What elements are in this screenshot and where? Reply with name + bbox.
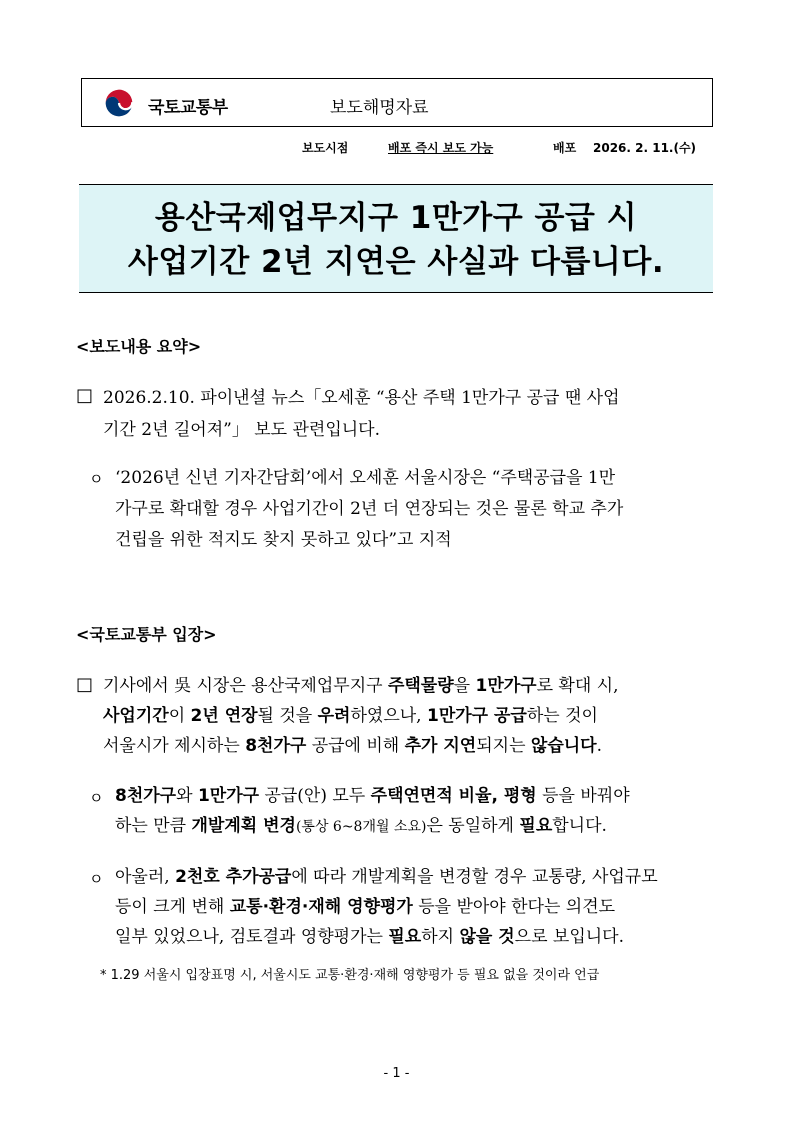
position-a1-line3: 서울시가 제시하는 8천가구 공급에 비해 추가 지연되지는 않습니다.: [103, 736, 603, 756]
headline-box: [79, 184, 713, 293]
document-type: 보도해명자료: [330, 98, 429, 118]
taegeuk-logo-icon: [100, 84, 138, 122]
summary-p1-line1: 2026.2.10. 파이낸셜 뉴스「오세훈 “용산 주택 1만가구 공급 땐 사업: [103, 388, 620, 408]
circle-bullet: ㅇ: [89, 870, 104, 888]
circle-bullet: ㅇ: [89, 789, 104, 807]
circle-bullet: ㅇ: [89, 470, 104, 488]
summary-p1-line2: 기간 2년 길어져”」 보도 관련입니다.: [103, 420, 381, 440]
distribution-date: 2026. 2. 11.(수): [593, 141, 697, 155]
position-a2-line2: 하는 만큼 개발계획 변경(통상 6~8개월 소요)은 동일하게 필요합니다.: [115, 816, 607, 836]
summary-p2-line1: ‘2026년 신년 기자간담회’에서 오세훈 서울시장은 “주택공급을 1만: [115, 468, 616, 488]
headline-line-1: 용산국제업무지구 1만가구 공급 시: [154, 200, 638, 236]
release-label: 보도시점: [302, 141, 349, 155]
summary-p2-line2: 가구로 확대할 경우 사업기간이 2년 더 연장되는 것은 물론 학교 추가: [115, 499, 624, 519]
position-a3-line1: 아울러, 2천호 추가공급에 따라 개발계획을 변경할 경우 교통량, 사업규모: [115, 867, 658, 887]
summary-heading: <보도내용 요약>: [76, 337, 202, 356]
square-bullet: □: [76, 385, 94, 406]
summary-p2-line3: 건립을 위한 적지도 찾지 못하고 있다”고 지적: [115, 530, 452, 550]
page-number: - 1 -: [383, 1066, 410, 1081]
ministry-name: 국토교통부: [148, 98, 228, 118]
position-a2-line1: 8천가구와 1만가구 공급(안) 모두 주택연면적 비율, 평형 등을 바꿔야: [115, 786, 630, 806]
header-box: [81, 78, 713, 127]
footnote: * 1.29 서울시 입장표명 시, 서울시도 교통·환경·재해 영향평가 등 필요 없을 것이라 언급: [100, 968, 600, 983]
position-heading: <국토교통부 입장>: [76, 625, 217, 644]
position-a3-line2: 등이 크게 변해 교통·환경·재해 영향평가 등을 받아야 한다는 의견도: [115, 897, 616, 917]
position-a3-line3: 일부 있었으나, 검토결과 영향평가는 필요하지 않을 것으로 보입니다.: [115, 927, 624, 947]
square-bullet: □: [76, 674, 94, 695]
headline-line-2: 사업기간 2년 지연은 사실과 다릅니다.: [127, 244, 665, 280]
distribution-label: 배포: [553, 141, 577, 155]
position-a1-line1: 기사에서 吳 시장은 용산국제업무지구 주택물량을 1만가구로 확대 시,: [103, 676, 619, 696]
release-value: 배포 즉시 보도 가능: [388, 141, 494, 155]
position-a1-line2: 사업기간이 2년 연장될 것을 우려하였으나, 1만가구 공급하는 것이: [103, 706, 598, 726]
